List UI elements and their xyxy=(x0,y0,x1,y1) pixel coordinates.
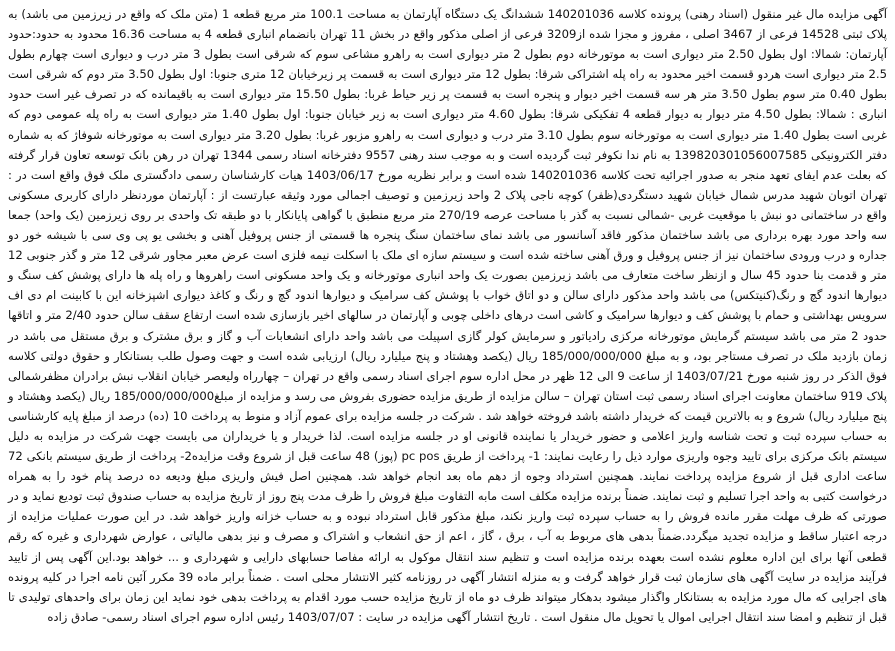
auction-notice-text: آگهی مزایده مال غیر منقول (اسناد رهنی) پرونده کلاسه 140201036 ششدانگ یک دستگاه آپارتمان به مساحت 100.1 متر مربع قطعه 1 (متن ملک که واقع در زیرزمین می باشد) به پلاک ثبتی 14528 فرعی از 3467 اصلی ، مفروز و مجزا شده از3209 فرعی از اصلی مذکور واقع در بخش 11 تهران بانضمام انباری قطعه 4 به مساحت 16.36 محدود به حدود:حدود آپارتمان: شمالا: اول بطول 2.50 متر دیواری است به موتورخانه دوم بطول 2 متر دیواری است به راهرو مشاعی سوم که شرقی است بطول 3 متر درب و دیواری است چهارم بطول 2.5 متر دیواری است هردو قسمت اخیر محدود به راه پله اشتراکی شرقا: بطول 12 متر دیواری است به قسمت پر زیرخیابان 12 متری جنوبا: اول بطول 3.50 متر دوم که شرقی است بطول 0.40 متر سوم بطول 3.50 متر هر سه قسمت اخیر دیوار و پنجره است به قسمت پر زیر حیاط غربا: بطول 15.50 متر دیواری است به باقیمانده که در تصرف غیر است حدود انباری : شمالا: بطول 4.50 متر دیوار به دیوار قطعه 4 تفکیکی شرقا: بطول 4.60 متر دیواری است به زیر خیابان جنوبا: اول بطول 1.40 متر دیواری است به راه پله عمومی دوم که غربی است بطول 1.40 متر دیواری است به موتورخانه سوم بطول 3.10 متر درب و دیواری است به راهرو مزبور غربا: بطول 3.20 متر دیواری است به موتورخانه شوفاژ که به شماره دفتر الکترونیکی 139820301056007585 به نام ندا نکوفر ثبت گردیده است و به موجب سند رهنی 9557 دفترخانه اسناد رسمی 1344 تهران در رهن بانک توسعه تعاون قرار گرفته که بعلت عدم ایفای تعهد منجر به صدور اجرائیه تحت کلاسه 140201036 شده است و برابر نظریه مورخ 1403/06/17 هیات کارشناسان رسمی دادگستری ملک فوق واقع است در : تهران اتوبان شهید مدرس شمال خیابان شهید دستگردی(ظفر) کوچه ناجی پلاک 2 واحد زیرزمین و توصیف اجمالی مورد وثیقه عبارتست از : آپارتمان موردنظر دارای کاربری مسکونی واقع در ساختمانی دو نبش با موقعیت غربی -شمالی نسبت به گذر با مساحت عرصه 270/19 متر مربع منطبق با گواهی پایانکار با دو طبقه تک واحدی بر روی زیرزمین (یک واحد) جمعا سه واحد مورد بهره برداری می باشد ساختمان مذکور فاقد آسانسور می باشد نمای ساختمان سنگ پنجره ها قسمتی از جنس پروفیل آهنی و بخشی یو پی وی سی با شیشه خور دو جداره و درب ورودی ساختمان نیز از جنس پروفیل و ورق آهنی ساخته شده است و سیستم سازه ای ملک با اسکلت نیمه فلزی است عرض معبر مجاور شرقی 12 متر و گذر جنوبی 12 متر و قدمت بنا حدود 45 سال و ازنظر ساخت متعارف می باشد زیرزمین بصورت یک واحد انباری موتورخانه و یک واحد مسکونی است راهروها و راه پله ها دارای پوشش کف سنگ و دیوارها اندود گچ و رنگ(کنیتکس) می باشد واحد مذکور دارای سالن و دو اتاق خواب با پوشش کف سرامیک و دیوارها اندود گچ و رنگ و کاغذ دیواری اشپزخانه این با کابینت ام دی اف سرویس بهداشتی و حمام با پوشش کف و دیوارها سرامیک و کاشی است درهای داخلی چوبی و آپارتمان در سالهای اخیر بازسازی شده است ارتفاع سقف سالن حدود 2/40 متر و اتاقها حدود 2 متر می باشد سیستم گرمایش موتورخانه مرکزی رادیاتور و سرمایش کولر گازی اسپیلت می باشد واحد دارای انشعابات آب و گاز و برق مشترک و برق مستقل می باشد در زمان بازدید ملک در تصرف مستاجر بود، و به مبلغ 185/000/000/000 ریال (یکصد وهشتاد و پنج میلیارد ریال) ارزیابی شده است و جهت وصول طلب بستانکار و حقوق دولتی کلاسه فوق الذکر در روز شنبه مورخ 1403/07/21 از ساعت 9 الی 12 ظهر در محل اداره سوم اجرای اسناد رسمی واقع در تهران – چهارراه ولیعصر خیابان انقلاب نبش برادران مظفرشمالی پلاک 919 ساختمان معاونت اجرای اسناد رسمی ثبت استان تهران – سالن مزایده از طریق مزایده حضوری بفروش می رسد و مزایده از مبلغ185/000/000/000 ریال (یکصد وهشتاد و پنج میلیارد ریال) شروع و به بالاترین قیمت که خریدار داشته باشد فروخته خواهد شد . شرکت در جلسه مزایده برای عموم آزاد و منوط به پرداخت 10 (ده) درصد از مبلغ پایه کارشناسی به حساب سپرده ثبت و تحت شناسه واریز اعلامی و حضور خریدار یا نماینده قانونی او در جلسه مزایده است. لذا خریدار و یا خریداران می بایست جهت شرکت در مزایده به دلیل سیستم بانک مرکزی برای تایید وجوه واریزی موارد ذیل را رعایت نمایند: 1- پرداخت از طریق pc pos (پوز) 48 ساعت قبل از شروع وقت مزایده2- پرداخت از طریق سیستم بانکی 72 ساعت اداری قبل از شروع مزایده پرداخت نمایند. همچنین استرداد وجوه از دهم ماه بعد انجام خواهد شد. همچنین اصل فیش واریزی مبلغ ودیعه ده درصد پنام خود را به همراه درخواست کتبی به واحد اجرا تسلیم و ثبت نمایند. ضمناً برنده مزایده مکلف است مابه التفاوت مبلغ فروش را ظرف مدت پنج روز از تاریخ مزایده به حساب صندوق ثبت تودیع نماید و در صورتی که ظرف مهلت مقرر مانده فروش را به حساب سپرده ثبت واریز نکند، مبلغ مذکور قابل استرداد نبوده و به حساب خزانه واریز خواهد شد. در این صورت عملیات مزایده از درجه اعتبار ساقط و مزایده تجدید میگردد.ضمناً بدهی های مربوط به آب ، برق ، گاز ، اعم از حق انشعاب و اشتراک و مصرف و نیز بدهی مالیاتی ، عوارض شهرداری و غیره که رقم قطعی آنها برای این اداره معلوم نشده است بعهده برنده مزایده است و تنظیم سند انتقال موکول به ارائه مفاصا حسابهای دارایی و شهرداری و ... خواهد بود.این آگهی پس از تایید فرآیند مزایده در سایت آگهی های سازمان ثبت قرار خواهد گرفت و به منزله انتشار آگهی در روزنامه کثیر الانتشار محلی است . ضمناً برابر ماده 39 مکرر آئین نامه اجرا در کلیه پرونده های اجرایی که مال مورد مزایده به بستانکار واگذار میشود بدهکار میتواند ظرف دو ماه از تاریخ مزایده حسب مورد اقدام به پرداخت بدهی خود نماید این زمان برای واحدهای تولیدی تا قبل از تنظیم و امضا سند انتقال اجرایی اموال یا تحویل مال منقول است . تاریخ انتشار آگهی مزایده در سایت : 1403/07/07 رئیس اداره سوم اجرای اسناد رسمی- صادق زاده xyxy=(8,7,888,624)
